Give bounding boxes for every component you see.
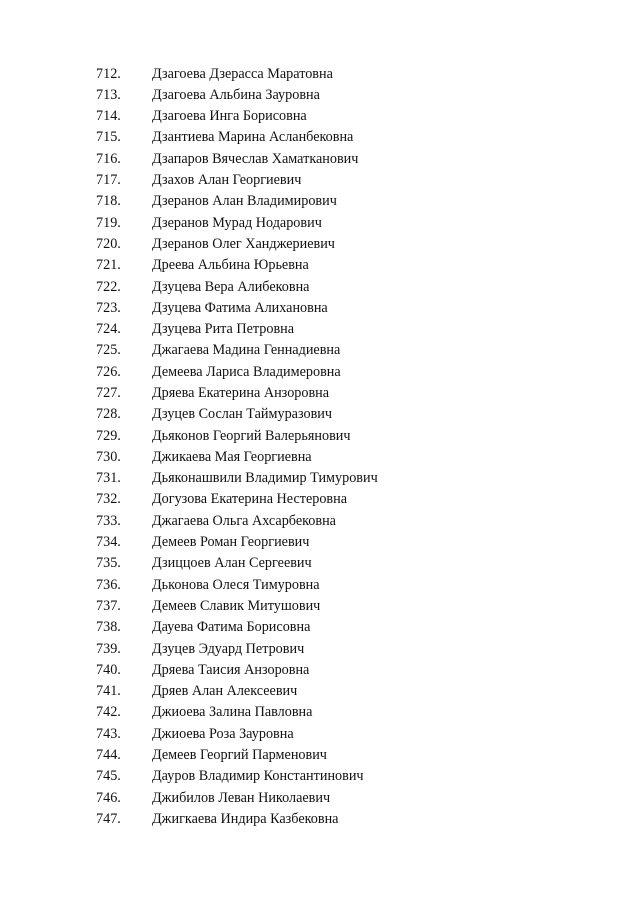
entry-name: Дауров Владимир Константинович — [152, 768, 364, 785]
entry-name: Дзеранов Мурад Нодарович — [152, 214, 322, 231]
list-item — [96, 510, 378, 531]
entry-number: 730. — [96, 448, 121, 465]
entry-number: 733. — [96, 512, 121, 529]
entry-name: Демеева Лариса Владимеровна — [152, 363, 341, 380]
list-item — [96, 766, 378, 787]
entry-name: Джиоева Залина Павловна — [152, 704, 313, 721]
entry-number: 743. — [96, 725, 121, 742]
entry-name: Дряева Таисия Анзоровна — [152, 661, 310, 678]
entry-number: 741. — [96, 683, 121, 700]
list-item — [96, 233, 378, 254]
entry-name: Дзеранов Алан Владимирович — [152, 193, 337, 210]
entry-name: Дзапаров Вячеслав Хаматканович — [152, 150, 359, 167]
entry-name: Дзуцева Рита Петровна — [152, 321, 295, 338]
entry-name: Дзуцев Сослан Таймуразович — [152, 406, 332, 423]
list-item — [96, 361, 378, 382]
entry-number: 713. — [96, 86, 121, 103]
entry-number: 745. — [96, 768, 121, 785]
entry-name: Дьяконов Георгий Валерьянович — [152, 427, 351, 444]
entry-name: Дзантиева Марина Асланбековна — [152, 129, 354, 146]
entry-number: 712. — [96, 65, 121, 82]
entry-number: 727. — [96, 385, 121, 401]
entry-number: 746. — [96, 789, 121, 806]
entry-name: Дзуцева Вера Алибековна — [152, 278, 310, 295]
name-list — [96, 63, 378, 830]
entry-number: 744. — [96, 747, 121, 764]
entry-name: Дауева Фатима Борисовна — [152, 619, 311, 636]
list-item — [96, 532, 378, 553]
entry-name: Дзиццоев Алан Сергеевич — [152, 555, 312, 572]
entry-name: Джикаева Мая Георгиевна — [152, 448, 312, 465]
list-item — [96, 106, 378, 127]
list-item — [96, 681, 378, 702]
entry-name: Дзагоева Инга Борисовна — [152, 108, 307, 125]
entry-number: 717. — [96, 172, 121, 189]
list-item — [96, 276, 378, 297]
entry-number: 740. — [96, 661, 121, 678]
entry-name: Джигкаева Индира Казбековна — [152, 810, 339, 827]
list-item — [96, 468, 378, 489]
entry-number: 714. — [96, 108, 121, 125]
entry-name: Дьконова Олеся Тимуровна — [152, 576, 320, 593]
entry-name: Дзуцева Фатима Алихановна — [152, 299, 328, 316]
entry-name: Демеев Георгий Парменович — [152, 747, 327, 764]
list-item — [96, 638, 378, 659]
entry-number: 731. — [96, 470, 121, 487]
list-item — [96, 659, 378, 680]
entry-number: 722. — [96, 278, 121, 295]
list-item — [96, 404, 378, 425]
entry-name: Джагаева Мадина Геннадиевна — [152, 342, 341, 359]
entry-name: Дзахов Алан Георгиевич — [152, 172, 302, 189]
entry-number: 738. — [96, 619, 121, 636]
list-item — [96, 169, 378, 190]
entry-number: 742. — [96, 704, 121, 721]
entry-number: 747. — [96, 810, 121, 827]
list-item — [96, 84, 378, 105]
entry-name: Дьяконашвили Владимир Тимурович — [152, 470, 378, 487]
entry-number: 725. — [96, 342, 121, 359]
list-item — [96, 63, 378, 84]
entry-name: Дряев Алан Алексеевич — [152, 683, 298, 700]
list-item — [96, 425, 378, 446]
entry-name: Демеев Роман Георгиевич — [152, 534, 310, 551]
list-item — [96, 319, 378, 340]
entry-name: Дзуцев Эдуард Петрович — [152, 640, 305, 657]
list-item — [96, 297, 378, 318]
entry-name: Джиоева Роза Зауровна — [152, 725, 294, 742]
list-item — [96, 787, 378, 808]
entry-number: 716. — [96, 150, 121, 167]
entry-number: 723. — [96, 299, 121, 316]
entry-number: 736. — [96, 576, 121, 593]
list-item — [96, 617, 378, 638]
entry-number: 721. — [96, 257, 121, 274]
entry-name: Дряева Екатерина Анзоровна — [152, 385, 330, 401]
list-item — [96, 382, 378, 403]
entry-name: Дзагоева Дзерасса Маратовна — [152, 65, 333, 82]
entry-name: Демеев Славик Митушович — [152, 597, 321, 614]
entry-number: 720. — [96, 235, 121, 252]
entry-number: 739. — [96, 640, 121, 657]
list-item — [96, 553, 378, 574]
entry-number: 715. — [96, 129, 121, 146]
list-item — [96, 446, 378, 467]
entry-number: 735. — [96, 555, 121, 572]
entry-name: Дзеранов Олег Ханджериевич — [152, 235, 335, 252]
list-item — [96, 595, 378, 616]
entry-number: 718. — [96, 193, 121, 210]
list-item — [96, 574, 378, 595]
list-item — [96, 808, 378, 829]
list-item — [96, 191, 378, 212]
entry-number: 719. — [96, 214, 121, 231]
entry-name: Дреева Альбина Юрьевна — [152, 257, 309, 274]
entry-number: 734. — [96, 534, 121, 551]
list-item — [96, 127, 378, 148]
entry-number: 724. — [96, 321, 121, 338]
entry-number: 726. — [96, 363, 121, 380]
entry-name: Догузова Екатерина Нестеровна — [152, 491, 348, 508]
list-item — [96, 489, 378, 510]
list-item — [96, 745, 378, 766]
list-item — [96, 702, 378, 723]
entry-number: 732. — [96, 491, 121, 508]
entry-number: 737. — [96, 597, 121, 614]
entry-number: 728. — [96, 406, 121, 423]
list-item — [96, 148, 378, 169]
entry-name: Дзагоева Альбина Зауровна — [152, 86, 320, 103]
list-item — [96, 723, 378, 744]
list-item — [96, 212, 378, 233]
list-item — [96, 340, 378, 361]
list-item — [96, 255, 378, 276]
entry-name: Джибилов Леван Николаевич — [152, 789, 331, 806]
entry-number: 729. — [96, 427, 121, 444]
entry-name: Джагаева Ольга Ахсарбековна — [152, 512, 336, 529]
